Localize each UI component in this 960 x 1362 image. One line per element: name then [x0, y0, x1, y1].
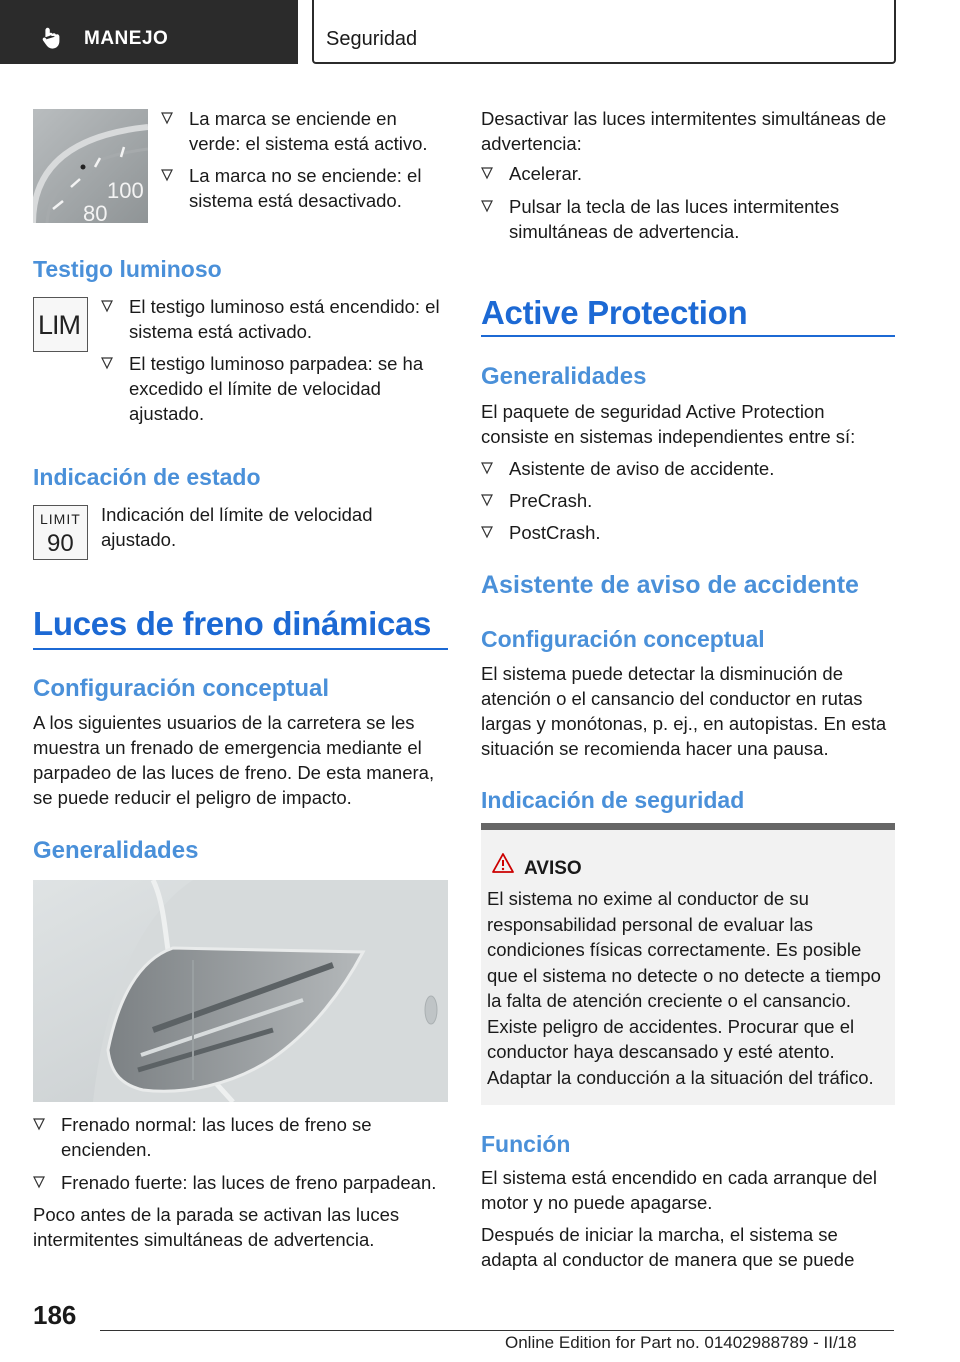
- tail-light-image: [33, 880, 448, 1102]
- lim-indicator-icon: LIM: [33, 297, 88, 352]
- paragraph: El sistema puede detectar la disminución de atención o el cansancio del conductor en rutas largas y monótonas, p. ej., en autopistas. En esta situación se recomienda hacer una pausa.: [481, 663, 887, 759]
- paragraph: Poco antes de la parada se activan las luces intermitentes simultáneas de advertencia.: [33, 1204, 400, 1250]
- triangle-bullet-icon: [481, 166, 493, 180]
- footer-rule: [100, 1330, 894, 1331]
- section-heading: Configuración conceptual: [33, 675, 330, 702]
- edition-note: Online Edition for Part no. 01402988789 - II/18: [505, 1333, 857, 1352]
- chapter-heading: Active Protection: [481, 294, 748, 331]
- section-heading: Generalidades: [33, 837, 199, 864]
- subsection-heading: Función: [481, 1131, 571, 1157]
- section-heading: Indicación de estado: [33, 464, 261, 490]
- speedometer-image: [33, 109, 148, 223]
- limit-status-icon: LIMIT 90: [33, 505, 88, 560]
- warning-title: AVISO: [524, 858, 582, 879]
- warning-triangle-icon: [491, 852, 515, 874]
- triangle-bullet-icon: [481, 525, 493, 539]
- paragraph: El paquete de seguridad Active Protection consiste en sistemas independientes entre sí:: [481, 401, 856, 447]
- paragraph: Desactivar las luces intermitentes simultáneas de advertencia:: [481, 108, 887, 154]
- paragraph: El sistema está encendido en cada arranque del motor y no puede apagarse.: [481, 1167, 877, 1213]
- svg-text:100: 100: [107, 178, 144, 203]
- section-title: MANEJO: [84, 28, 169, 49]
- triangle-bullet-icon: [481, 199, 493, 213]
- heading-rule: [33, 648, 448, 650]
- triangle-bullet-icon: [481, 493, 493, 507]
- subsection-heading: Indicación de seguridad: [481, 787, 745, 813]
- hand-pointer-icon: [40, 26, 64, 50]
- chapter-heading: Luces de freno dinámicas: [33, 605, 432, 642]
- status-description: Indicación del límite de velocidad ajustado.: [101, 504, 373, 550]
- chapter-header: [312, 0, 896, 64]
- page-number: 186: [33, 1300, 77, 1330]
- chapter-title: Seguridad: [326, 28, 418, 50]
- paragraph: Después de iniciar la marcha, el sistema se adapta al conductor de manera que se puede: [481, 1224, 855, 1270]
- warning-box: [481, 823, 895, 1105]
- subsection-heading: Configuración conceptual: [481, 626, 765, 652]
- heading-rule: [481, 335, 895, 337]
- triangle-bullet-icon: [33, 1175, 45, 1189]
- triangle-bullet-icon: [161, 168, 173, 182]
- svg-text:80: 80: [83, 201, 108, 223]
- paragraph: A los siguientes usuarios de la carretera se les muestra un frenado de emergencia mediante el parpadeo de las luces de freno. De esta manera, se puede reducir el peligro de impacto.: [33, 712, 435, 808]
- section-heading: Generalidades: [481, 363, 647, 390]
- triangle-bullet-icon: [161, 111, 173, 125]
- section-tab[interactable]: [0, 0, 298, 64]
- warning-text: El sistema no exime al conductor de su responsabilidad personal de evaluar las condiciones físicas correctamente. Es posible que el sistema no detecte o no detecte a tiempo la falta de atención creciente o el cansancio. Existe peligro de accidentes. Procurar que el conductor haya descansado y esté atento. Adaptar la conducción a la situación del tráfico.: [487, 888, 881, 1088]
- triangle-bullet-icon: [33, 1117, 45, 1131]
- triangle-bullet-icon: [481, 461, 493, 475]
- triangle-bullet-icon: [101, 299, 113, 313]
- section-heading: Testigo luminoso: [33, 256, 222, 282]
- triangle-bullet-icon: [101, 356, 113, 370]
- section-heading: Asistente de aviso de accidente: [481, 571, 859, 599]
